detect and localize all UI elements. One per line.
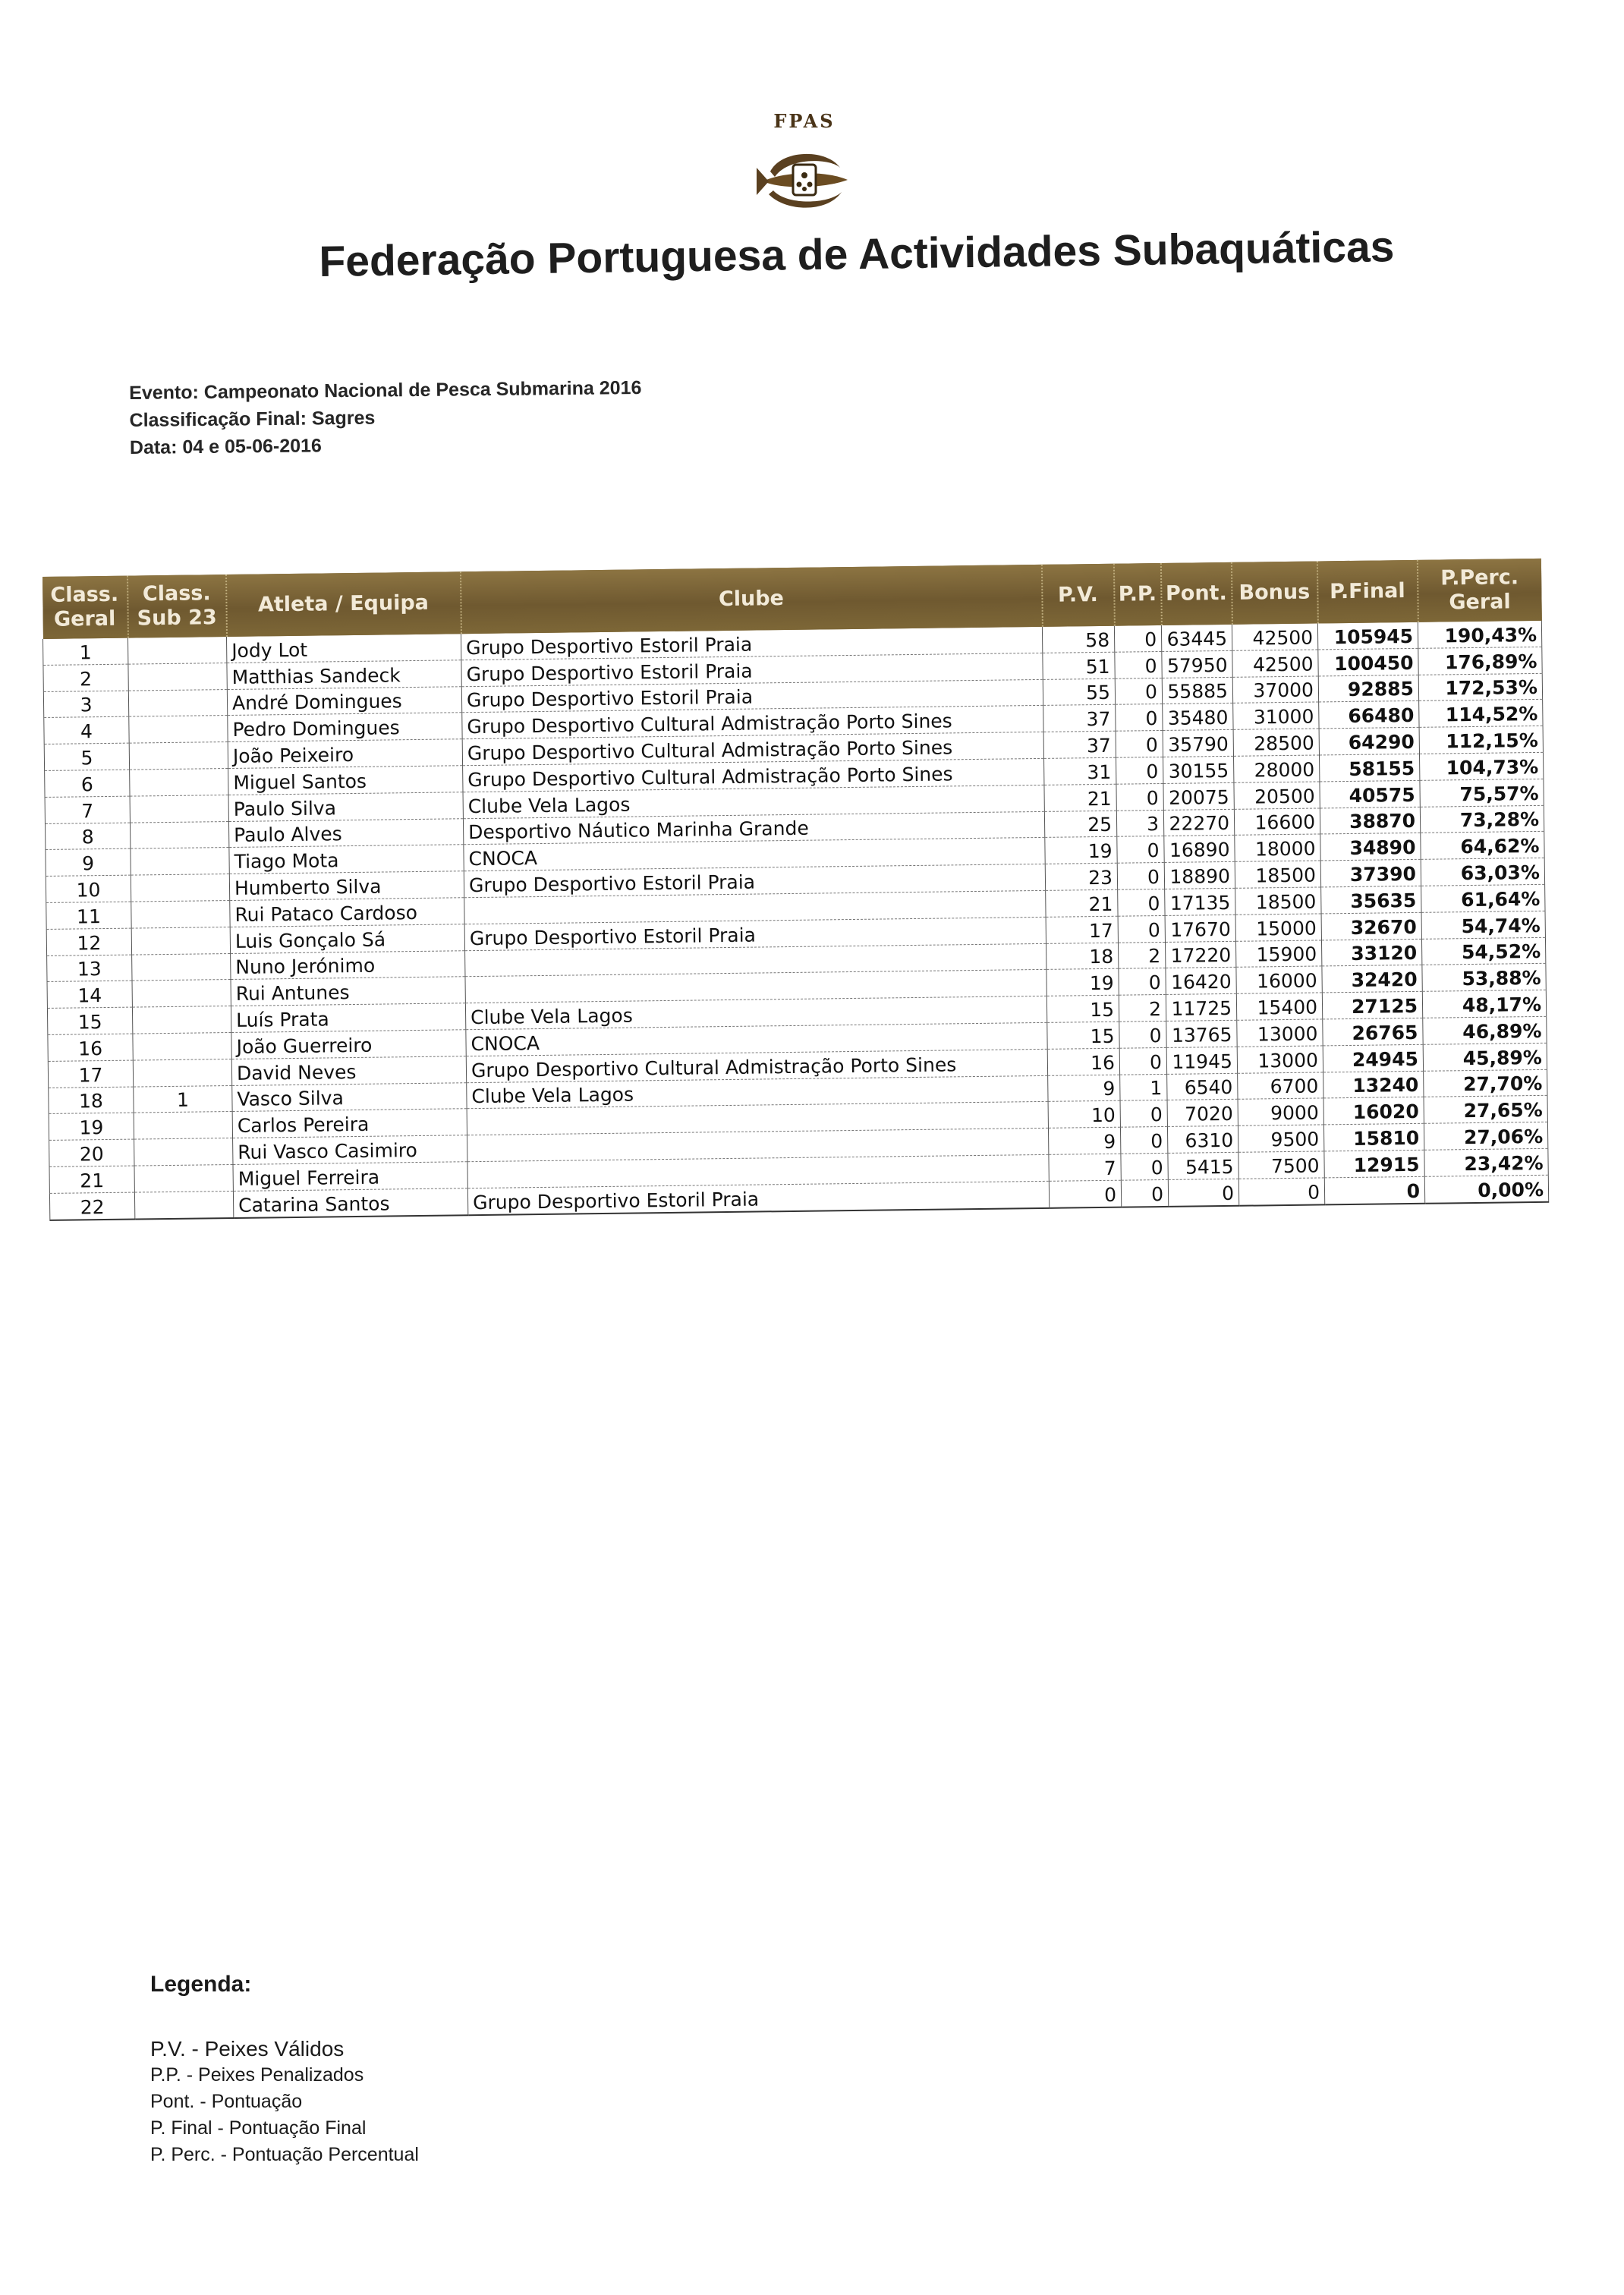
cell-pfinal: 32420: [1322, 965, 1422, 993]
cell-pfinal: 33120: [1321, 939, 1421, 966]
header-pfinal: P.Final: [1317, 560, 1418, 624]
cell-pont: 20075: [1163, 782, 1234, 810]
cell-clube: Grupo Desportivo Estoril Praia: [461, 627, 1042, 660]
cell-pp: 0: [1120, 1100, 1167, 1128]
cell-pfinal: 0: [1324, 1176, 1424, 1204]
cell-pv: 0: [1049, 1180, 1121, 1207]
cell-pperc: 54,74%: [1421, 911, 1545, 939]
cell-pp: 0: [1119, 968, 1166, 996]
cell-pont: 13765: [1166, 1020, 1237, 1047]
cell-pont: 55885: [1162, 677, 1232, 704]
cell-pperc: 48,17%: [1422, 990, 1546, 1018]
cell-atleta: Matthias Sandeck: [227, 660, 461, 690]
cell-atleta: Rui Antunes: [231, 977, 465, 1006]
cell-pont: 22270: [1163, 809, 1234, 836]
cell-pperc: 45,89%: [1423, 1043, 1547, 1071]
cell-class-geral: 4: [44, 717, 129, 745]
cell-pperc: 27,70%: [1424, 1069, 1547, 1097]
cell-pperc: 190,43%: [1418, 621, 1541, 648]
cell-pont: 7020: [1167, 1100, 1238, 1127]
cell-pp: 2: [1118, 942, 1165, 969]
event-date: Data: 04 e 05-06-2016: [129, 435, 323, 458]
cell-class-sub23: [130, 795, 228, 822]
fish-emblem-icon: [755, 137, 854, 221]
cell-pv: 23: [1045, 863, 1117, 890]
cell-clube: Grupo Desportivo Estoril Praia: [464, 917, 1046, 950]
cell-pfinal: 27125: [1322, 991, 1422, 1018]
cell-clube: Grupo Desportivo Estoril Praia: [467, 1181, 1049, 1215]
cell-class-geral: 1: [43, 638, 128, 666]
cell-pp: 0: [1119, 1047, 1166, 1075]
cell-class-geral: 10: [46, 875, 131, 902]
cell-bonus: 7500: [1238, 1151, 1324, 1179]
cell-class-geral: 8: [45, 823, 130, 850]
cell-class-geral: 22: [49, 1192, 134, 1220]
cell-pont: 11725: [1166, 993, 1236, 1021]
cell-bonus: 9500: [1238, 1125, 1323, 1152]
cell-pont: 35790: [1163, 730, 1233, 757]
cell-pfinal: 32670: [1321, 912, 1421, 940]
cell-class-sub23: 1: [134, 1085, 232, 1113]
cell-atleta: Humberto Silva: [229, 871, 464, 901]
cell-class-geral: 17: [48, 1060, 133, 1088]
cell-pv: 10: [1048, 1101, 1120, 1129]
cell-pp: 0: [1116, 757, 1163, 784]
cell-clube: CNOCA: [464, 838, 1045, 871]
legend-item: P. Final - Pontuação Final: [150, 2117, 367, 2139]
cell-pperc: 176,89%: [1418, 647, 1542, 675]
cell-pperc: 63,03%: [1421, 858, 1544, 886]
legend-item: Pont. - Pontuação: [150, 2091, 303, 2112]
cell-class-sub23: [128, 689, 227, 716]
header-clube: Clube: [460, 565, 1042, 634]
cell-class-geral: 15: [47, 1007, 132, 1034]
cell-pv: 19: [1046, 969, 1119, 996]
cell-atleta: João Guerreiro: [231, 1030, 466, 1059]
cell-pperc: 27,65%: [1424, 1096, 1547, 1124]
header-bonus: Bonus: [1231, 561, 1317, 624]
cell-atleta: Luis Gonçalo Sá: [230, 924, 464, 953]
cell-pp: 0: [1116, 731, 1163, 758]
cell-clube: Grupo Desportivo Estoril Praia: [461, 653, 1043, 686]
cell-class-geral: 19: [49, 1113, 134, 1140]
cell-pp: 0: [1118, 889, 1165, 916]
cell-atleta: David Neves: [231, 1056, 466, 1085]
cell-clube: Grupo Desportivo Cultural Admistração Porto Sines: [463, 758, 1044, 792]
cell-pperc: 75,57%: [1420, 779, 1544, 807]
cell-pont: 17220: [1165, 941, 1235, 968]
cell-pv: 15: [1047, 1022, 1119, 1049]
cell-pv: 55: [1043, 678, 1115, 706]
cell-pperc: 46,89%: [1423, 1016, 1547, 1044]
cell-pont: 57950: [1162, 650, 1232, 678]
cell-class-sub23: [128, 663, 227, 690]
cell-pv: 17: [1046, 916, 1118, 943]
cell-atleta: Paulo Silva: [228, 792, 463, 822]
cell-class-sub23: [127, 637, 226, 664]
cell-atleta: Catarina Santos: [233, 1188, 467, 1217]
cell-pont: 11945: [1166, 1047, 1237, 1074]
cell-clube: Grupo Desportivo Estoril Praia: [461, 679, 1043, 713]
cell-class-geral: 21: [49, 1166, 134, 1193]
cell-bonus: 37000: [1232, 676, 1318, 704]
cell-atleta: Luís Prata: [231, 1003, 465, 1033]
cell-pperc: 61,64%: [1421, 884, 1545, 912]
cell-bonus: 18500: [1235, 887, 1321, 915]
cell-bonus: 28500: [1233, 729, 1319, 756]
cell-pp: 0: [1121, 1153, 1168, 1180]
cell-pont: 17135: [1165, 888, 1235, 915]
cell-pv: 9: [1048, 1127, 1120, 1154]
cell-pperc: 0,00%: [1424, 1175, 1548, 1203]
cell-atleta: Nuno Jerónimo: [231, 950, 465, 980]
cell-class-geral: 13: [47, 955, 132, 982]
cell-pp: 0: [1114, 625, 1161, 652]
cell-pv: 15: [1046, 995, 1119, 1022]
cell-clube: CNOCA: [466, 1022, 1047, 1056]
header-pont: Pont.: [1160, 562, 1232, 625]
cell-pfinal: 34890: [1320, 833, 1421, 861]
cell-pont: 6310: [1167, 1125, 1238, 1153]
cell-atleta: Jody Lot: [226, 634, 461, 663]
event-info: [129, 374, 642, 461]
cell-class-sub23: [134, 1164, 233, 1192]
cell-bonus: 28000: [1234, 755, 1320, 782]
cell-class-geral: 6: [45, 770, 130, 797]
cell-bonus: 9000: [1238, 1098, 1323, 1125]
cell-pfinal: 12915: [1324, 1150, 1424, 1177]
cell-clube: Grupo Desportivo Cultural Admistração Porto Sines: [462, 706, 1043, 739]
cell-pperc: 172,53%: [1418, 673, 1542, 701]
cell-atleta: Miguel Ferreira: [233, 1162, 467, 1192]
cell-pont: 6540: [1167, 1073, 1238, 1100]
cell-pfinal: 38870: [1320, 807, 1420, 834]
cell-class-sub23: [134, 1112, 232, 1139]
cell-pv: 51: [1043, 652, 1115, 679]
cell-pont: 17670: [1165, 915, 1235, 942]
cell-pont: 16890: [1164, 836, 1235, 863]
cell-class-sub23: [130, 821, 228, 848]
legend-item: P.P. - Peixes Penalizados: [150, 2064, 364, 2086]
cell-pfinal: 100450: [1318, 648, 1418, 675]
cell-pperc: 104,73%: [1419, 752, 1543, 780]
event-name: Evento: Campeonato Nacional de Pesca Submarina 2016: [129, 376, 642, 404]
cell-pv: 18: [1046, 943, 1118, 970]
header-pperc: P.Perc. Geral: [1417, 559, 1541, 622]
cell-bonus: 6700: [1238, 1072, 1323, 1099]
header-class-sub23: Class. Sub 23: [127, 575, 226, 638]
cell-pfinal: 15810: [1323, 1123, 1424, 1151]
header-atleta: Atleta / Equipa: [225, 571, 461, 637]
cell-bonus: 15900: [1235, 940, 1321, 967]
cell-class-geral: 11: [46, 902, 131, 929]
cell-class-sub23: [131, 874, 229, 902]
cell-atleta: Pedro Domingues: [228, 713, 462, 742]
legend-title: Legenda:: [150, 1972, 252, 1997]
cell-pp: 2: [1119, 995, 1166, 1022]
cell-bonus: 13000: [1237, 1019, 1323, 1047]
cell-pperc: 112,15%: [1419, 726, 1543, 754]
cell-class-sub23: [134, 1138, 233, 1166]
cell-bonus: 42500: [1232, 650, 1318, 677]
cell-atleta: André Domingues: [227, 686, 461, 716]
cell-pfinal: 26765: [1323, 1018, 1423, 1045]
cell-pv: 7: [1049, 1154, 1121, 1181]
cell-pont: 35480: [1163, 704, 1233, 731]
cell-class-sub23: [131, 848, 229, 875]
cell-pfinal: 37390: [1320, 859, 1421, 886]
cell-class-geral: 20: [49, 1139, 134, 1166]
cell-pont: 63445: [1161, 625, 1232, 651]
cell-clube: Desportivo Náutico Marinha Grande: [463, 811, 1044, 845]
cell-pont: 16420: [1166, 968, 1236, 995]
cell-bonus: 31000: [1233, 702, 1319, 729]
cell-atleta: Miguel Santos: [228, 766, 463, 795]
cell-pont: 0: [1168, 1179, 1238, 1206]
cell-pfinal: 40575: [1320, 780, 1420, 808]
cell-bonus: 16600: [1234, 808, 1320, 836]
cell-atleta: João Peixeiro: [228, 739, 462, 769]
cell-pp: 0: [1116, 704, 1163, 732]
cell-class-geral: 9: [46, 848, 131, 876]
cell-pv: 19: [1045, 837, 1117, 864]
cell-pp: 0: [1121, 1179, 1168, 1207]
header-pp: P.P.: [1113, 563, 1161, 626]
header-pv: P.V.: [1041, 564, 1114, 627]
cell-bonus: 18000: [1235, 834, 1320, 861]
cell-pp: 0: [1117, 863, 1164, 890]
cell-pv: 21: [1044, 784, 1116, 811]
fpas-logo: [729, 110, 880, 231]
cell-pv: 25: [1044, 811, 1116, 838]
cell-pp: 0: [1119, 1021, 1166, 1048]
cell-bonus: 13000: [1237, 1046, 1323, 1073]
legend-item: P. Perc. - Pontuação Percentual: [150, 2144, 419, 2165]
cell-clube: Grupo Desportivo Estoril Praia: [464, 864, 1045, 898]
cell-bonus: 0: [1238, 1178, 1324, 1206]
results-table-wrapper: [42, 559, 1549, 1221]
cell-pperc: 73,28%: [1420, 805, 1544, 833]
cell-class-geral: 2: [43, 664, 128, 691]
cell-pp: 0: [1120, 1127, 1167, 1154]
cell-class-geral: 5: [44, 743, 129, 770]
cell-bonus: 15400: [1236, 993, 1322, 1020]
cell-atleta: Vasco Silva: [232, 1082, 467, 1112]
results-table: [42, 559, 1549, 1221]
cell-bonus: 42500: [1232, 623, 1317, 650]
cell-bonus: 15000: [1235, 914, 1321, 941]
cell-class-sub23: [129, 742, 228, 770]
cell-class-geral: 16: [48, 1034, 133, 1061]
cell-class-geral: 3: [43, 691, 128, 718]
cell-pfinal: 35635: [1321, 886, 1421, 913]
cell-atleta: Carlos Pereira: [232, 1109, 467, 1138]
cell-pp: 0: [1116, 783, 1163, 811]
cell-class-sub23: [132, 953, 231, 981]
cell-atleta: Paulo Alves: [228, 818, 463, 848]
cell-pont: 5415: [1168, 1152, 1238, 1179]
cell-class-sub23: [133, 1059, 231, 1086]
cell-pv: 58: [1042, 626, 1114, 653]
cell-pp: 1: [1120, 1074, 1167, 1101]
cell-atleta: Rui Pataco Cardoso: [230, 898, 464, 927]
cell-class-sub23: [132, 980, 231, 1007]
cell-atleta: Tiago Mota: [229, 845, 464, 874]
cell-class-sub23: [131, 900, 230, 927]
federation-title: Federação Portuguesa de Actividades Subaquáticas: [319, 222, 1395, 286]
cell-pv: 37: [1043, 705, 1116, 732]
cell-pperc: 64,62%: [1421, 832, 1544, 860]
cell-bonus: 16000: [1236, 966, 1322, 993]
cell-pfinal: 13240: [1323, 1071, 1424, 1098]
results-body: [43, 621, 1549, 1220]
cell-pp: 3: [1116, 810, 1163, 837]
classification-location: Classificação Final: Sagres: [129, 407, 376, 431]
legend: [150, 1972, 419, 2168]
cell-clube: Grupo Desportivo Cultural Admistração Porto Sines: [466, 1049, 1047, 1082]
cell-pp: 0: [1117, 836, 1164, 864]
cell-class-sub23: [132, 1006, 231, 1034]
cell-class-sub23: [130, 769, 228, 796]
cell-pont: 30155: [1163, 756, 1234, 783]
cell-pperc: 54,52%: [1421, 937, 1545, 965]
cell-class-geral: 18: [49, 1087, 134, 1114]
cell-clube: Clube Vela Lagos: [463, 785, 1044, 818]
logo-text: FPAS: [773, 110, 836, 132]
cell-class-geral: 7: [45, 796, 130, 823]
cell-pv: 16: [1047, 1048, 1119, 1075]
cell-pfinal: 64290: [1319, 728, 1419, 755]
cell-pp: 0: [1115, 678, 1162, 705]
cell-pp: 0: [1118, 915, 1165, 943]
cell-pfinal: 66480: [1319, 701, 1419, 729]
cell-class-geral: 12: [46, 928, 131, 955]
cell-pfinal: 58155: [1319, 754, 1419, 781]
legend-item: P.V. - Peixes Válidos: [150, 2037, 345, 2060]
cell-class-sub23: [133, 1032, 231, 1059]
cell-pv: 37: [1043, 731, 1116, 758]
cell-pfinal: 92885: [1318, 675, 1418, 702]
cell-pv: 21: [1046, 889, 1118, 917]
cell-class-sub23: [134, 1191, 233, 1219]
cell-bonus: 18500: [1235, 861, 1320, 888]
cell-class-sub23: [129, 716, 228, 743]
cell-pperc: 23,42%: [1424, 1148, 1548, 1176]
cell-pperc: 27,06%: [1424, 1122, 1547, 1150]
cell-bonus: 20500: [1234, 782, 1320, 809]
cell-pperc: 114,52%: [1419, 700, 1543, 728]
cell-pv: 31: [1044, 757, 1116, 785]
cell-pont: 18890: [1164, 861, 1235, 889]
cell-clube: Grupo Desportivo Cultural Admistração Porto Sines: [462, 732, 1043, 766]
cell-pp: 0: [1115, 651, 1162, 678]
cell-pfinal: 16020: [1323, 1097, 1424, 1125]
cell-class-sub23: [131, 927, 230, 954]
cell-pfinal: 24945: [1323, 1044, 1423, 1072]
cell-pv: 9: [1048, 1075, 1120, 1102]
cell-clube: Clube Vela Lagos: [465, 996, 1046, 1030]
cell-atleta: Rui Vasco Casimiro: [233, 1135, 467, 1165]
header-class-geral: Class. Geral: [42, 576, 127, 639]
cell-class-geral: 14: [47, 981, 132, 1008]
cell-pperc: 53,88%: [1422, 964, 1546, 992]
cell-clube: Clube Vela Lagos: [467, 1075, 1048, 1109]
cell-pfinal: 105945: [1317, 622, 1418, 650]
